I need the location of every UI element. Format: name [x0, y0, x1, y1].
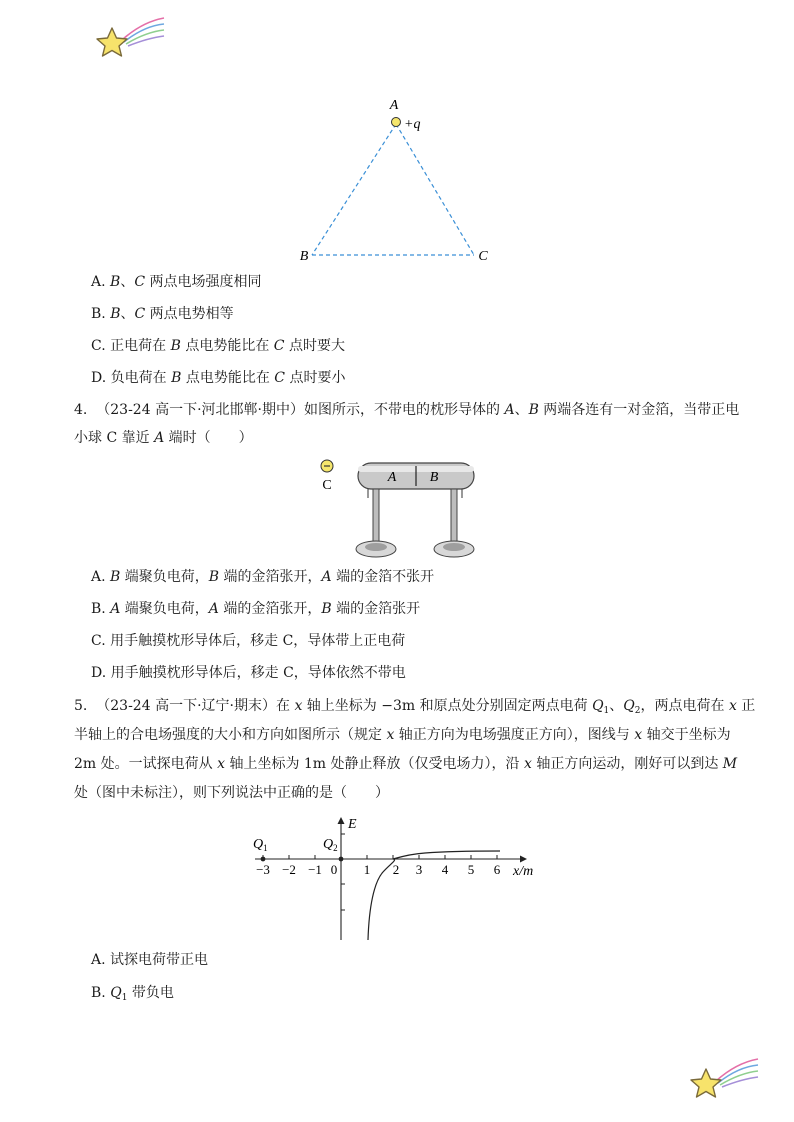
charge-point [392, 118, 401, 127]
vertex-label-b: B [299, 249, 309, 264]
question-5-stem: 5. （23-24 高一下·辽宁·期末）在 x 轴上坐标为 −3m 和原点处分别固定两点电荷 $Q_1$、$Q_2$，两点电荷在 x 正 半轴上的合电场强度的大小和方向如图所示（规定 x 轴正方向为电场强度正方向），图线与 x 轴交于坐标为 2m 处。一试探电荷从 x 轴上坐标为 1m 处静止释放（仅受电场力），沿 x 轴正方向运动，刚好可以到达 M 处（图中未标注），则下列说法中正确的是（ ） [74, 698, 756, 801]
end-label-b: B [429, 470, 439, 485]
q4-option-a[interactable]: A. B 端聚负电荷，B 端的金箔张开，A 端的金箔不张开 [91, 569, 435, 585]
q3-option-c[interactable]: C. 正电荷在 B 点电势能比在 C 点时要大 [91, 338, 345, 354]
charge-label: +q [404, 117, 421, 132]
q3-option-a[interactable]: A. B、C 两点电场强度相同 [91, 274, 262, 290]
x-axis-label: x/m [513, 864, 534, 879]
vertex-label-a: A [389, 98, 399, 113]
y-axis-label: E [348, 817, 357, 832]
vertex-label-c: C [478, 249, 488, 264]
question-4-stem: 4. （23-24 高一下·河北邯郸·期中）如图所示，不带电的枕形导体的 A、B 两端各连有一对金箔，当带正电 小球 C 靠近 A 端时（ ） [74, 402, 740, 446]
tick-label: 1 [363, 862, 371, 877]
ball-label-c: C [322, 478, 332, 493]
q1-label: $Q_1$ [253, 837, 268, 853]
q5-option-a[interactable]: A. 试探电荷带正电 [91, 952, 209, 968]
question-source: （23-24 高一下·河北邯郸·期中） [96, 402, 304, 418]
charge-q2-dot [339, 857, 344, 862]
tick-label: 4 [441, 862, 449, 877]
q3-option-d[interactable]: D. 负电荷在 B 点电势能比在 C 点时要小 [91, 370, 346, 386]
tick-label: 0 [330, 862, 338, 877]
tick-label: −3 [256, 862, 270, 877]
question-source: （23-24 高一下·辽宁·期末） [96, 698, 276, 714]
q3-option-b[interactable]: B. B、C 两点电势相等 [91, 306, 234, 322]
charge-q1-dot [261, 857, 266, 862]
tick-label: 2 [392, 862, 400, 877]
q5-option-b[interactable]: B. $Q_1$ 带负电 [91, 985, 174, 1003]
tick-label: −1 [308, 862, 322, 877]
q4-option-d[interactable]: D. 用手触摸枕形导体后，移走 C，导体依然不带电 [91, 665, 406, 681]
q4-option-c[interactable]: C. 用手触摸枕形导体后，移走 C，导体带上正电荷 [91, 633, 406, 649]
q2-label: $Q_2$ [323, 837, 338, 853]
e-field-graph [250, 812, 550, 942]
question-number: 5. [74, 698, 88, 714]
triangle-figure [290, 92, 500, 267]
q4-option-b[interactable]: B. A 端聚负电荷，A 端的金箔张开，B 端的金箔张开 [91, 601, 421, 617]
tick-label: −2 [282, 862, 296, 877]
tick-label: 5 [467, 862, 475, 877]
tick-label: 6 [493, 862, 501, 877]
tick-label: 3 [415, 862, 423, 877]
star-decoration-icon [686, 1055, 760, 1101]
pillow-conductor-figure [312, 456, 487, 562]
question-number: 4. [74, 402, 88, 418]
star-decoration-icon [92, 14, 166, 60]
end-label-a: A [387, 470, 397, 485]
e-field-curve [368, 851, 500, 940]
